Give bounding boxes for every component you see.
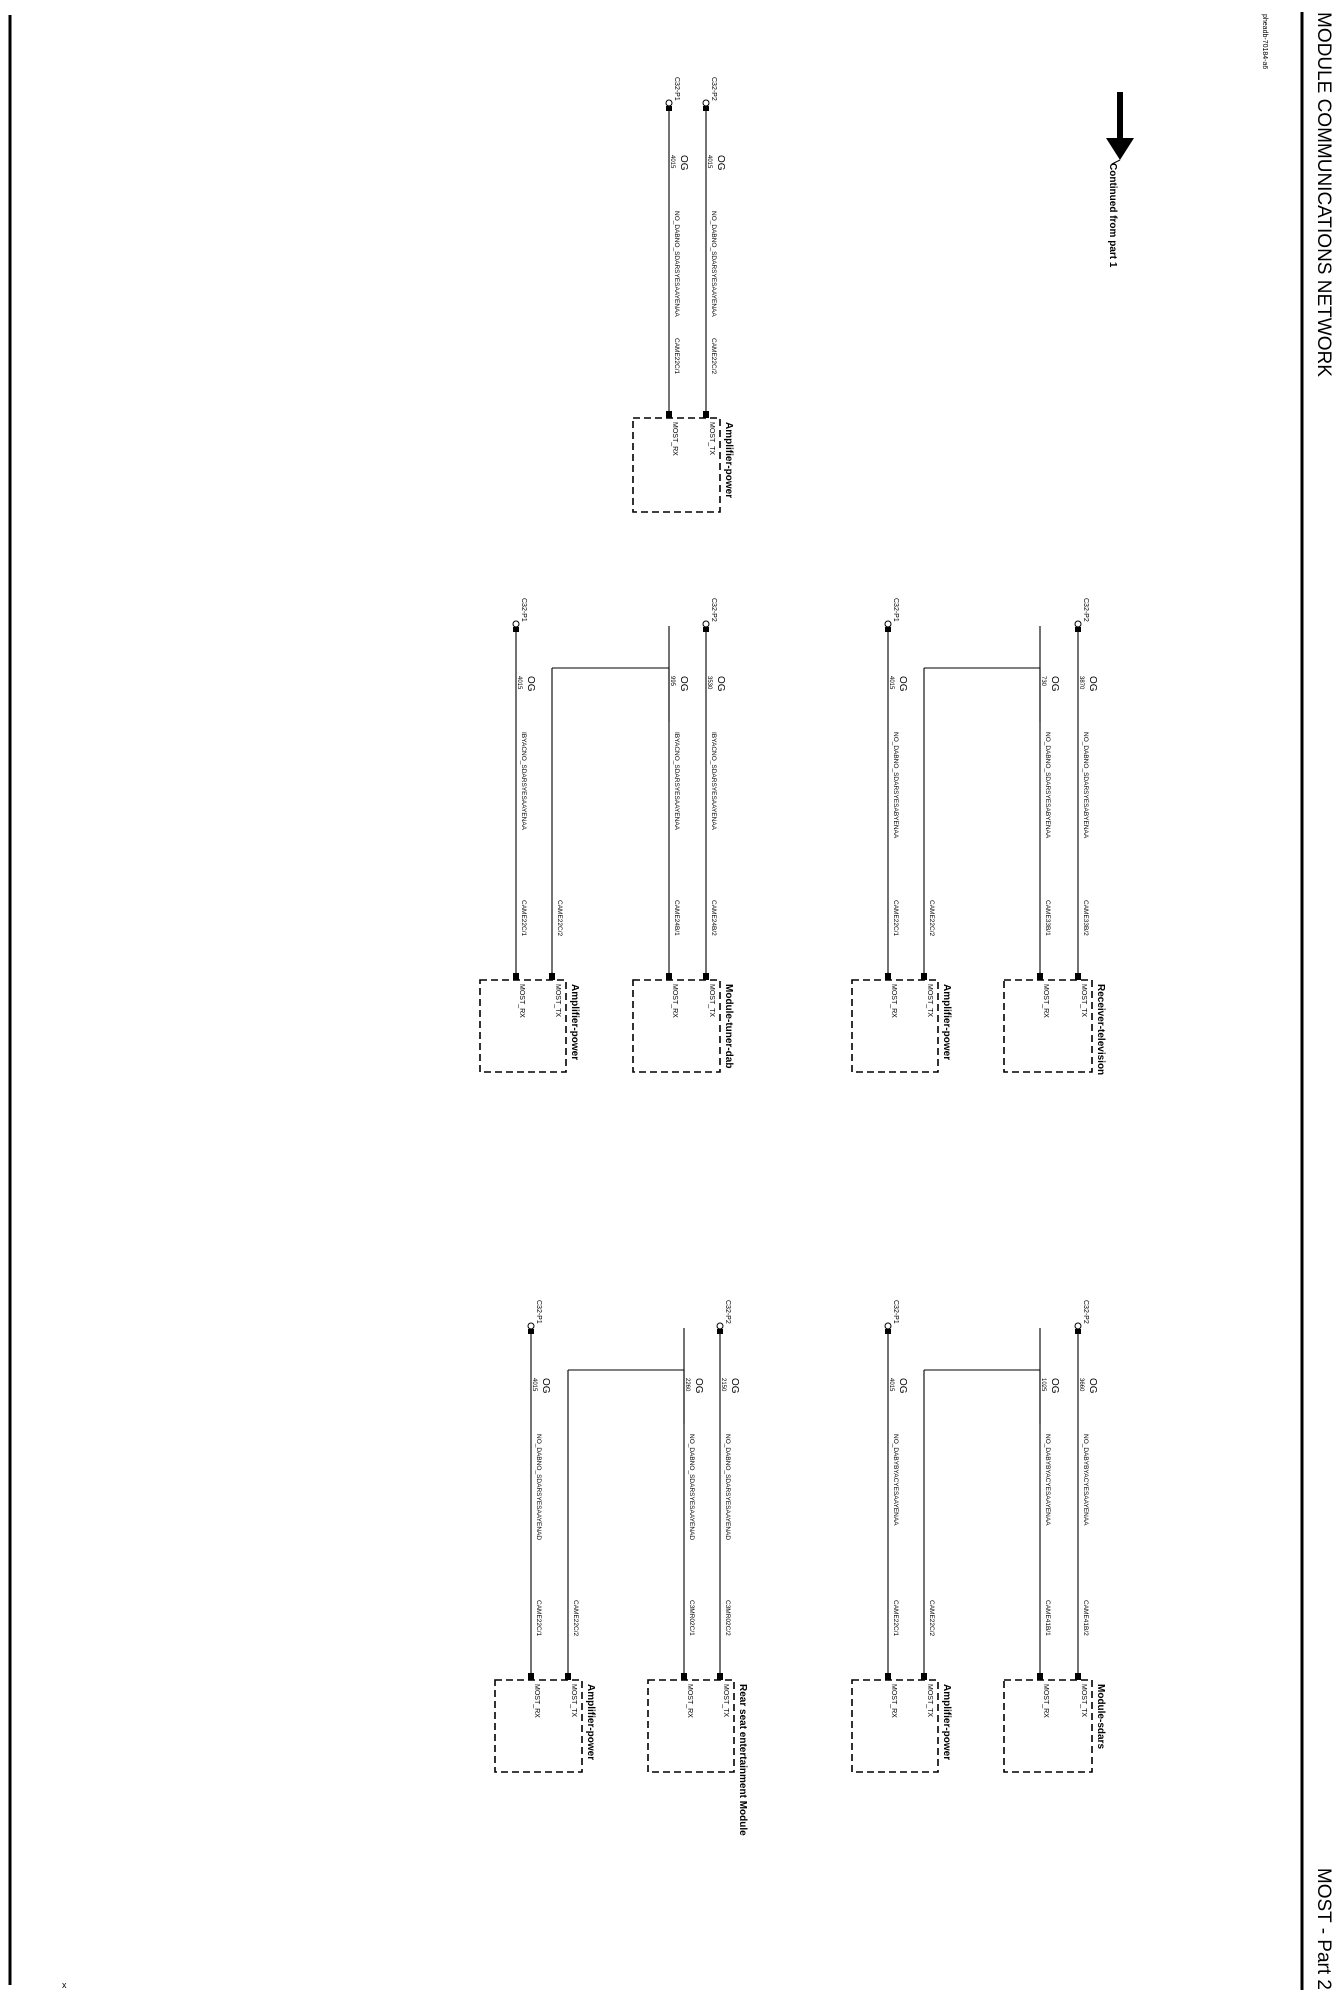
connector-terminal [528, 1329, 534, 1334]
signal-label: MOST_RX [533, 1684, 540, 1718]
circuit-number: 3530 [706, 676, 712, 690]
pin-label: CAME22C/2 [710, 338, 717, 375]
pin-label: CAME22C/1 [535, 1600, 542, 1637]
module-groups [480, 77, 1106, 1836]
signal-label: MOST_TX [708, 422, 715, 456]
pin-terminal [565, 1673, 571, 1680]
circuit-number: 1025 [1040, 1378, 1046, 1392]
signal-label: MOST_TX [722, 1684, 729, 1718]
connector-end [885, 1323, 891, 1329]
wire-option-code: NO_DABNO_SDARSYESAAYENAD [724, 1434, 731, 1541]
connector-terminal [885, 1329, 891, 1334]
pin-label: CAME41B/1 [1044, 1600, 1051, 1636]
signal-label: MOST_TX [926, 1684, 933, 1718]
wire-color-label: OG [678, 676, 689, 692]
signal-label: MOST_RX [671, 422, 678, 456]
connector-terminal [717, 1329, 723, 1334]
document-id: pheadb-70184-a6 [1261, 14, 1268, 70]
pin-terminal [885, 973, 891, 980]
circuit-number: 3660 [1078, 1378, 1084, 1392]
wire-option-code: NO_DABYBYACYESAAYENAA [1044, 1434, 1051, 1526]
connector-label: C32-P1 [520, 598, 527, 622]
continued-label: Continued from part 1 [1107, 163, 1118, 268]
signal-label: MOST_RX [671, 984, 678, 1018]
pin-label: CAME24B/2 [710, 900, 717, 936]
wire-color-label: OG [693, 1378, 704, 1394]
pin-label: CAME33B/1 [1044, 900, 1051, 936]
connector-end [717, 1323, 723, 1329]
corner-mark: x [62, 1980, 67, 1990]
continued-arrow-icon [1106, 92, 1134, 164]
circuit-number: 3870 [1078, 676, 1084, 690]
module-name: Amplifier-power [941, 984, 952, 1061]
wire-option-code: NO_DABYBYACYESAAYENAA [892, 1434, 899, 1526]
wire-option-code: NO_DABNO_SDARSYESAAYENAD [688, 1434, 695, 1541]
module-name: Rear seat entertainment Module [737, 1684, 748, 1836]
pin-terminal [717, 1673, 723, 1680]
connector-terminal [1075, 1329, 1081, 1334]
module-name: Module-tuner-dab [723, 984, 734, 1069]
circuit-number: 2150 [720, 1378, 726, 1392]
circuit-number: 4015 [531, 1378, 537, 1392]
circuit-number: 995 [669, 676, 675, 687]
pin-label: CAME22C/2 [928, 1600, 935, 1637]
circuit-number: 4015 [706, 155, 712, 169]
connector-label: C32-P1 [892, 598, 899, 622]
pin-label: CAME22C/1 [520, 900, 527, 937]
pin-terminal [681, 1673, 687, 1680]
wire-color-label: OG [1087, 1378, 1098, 1394]
page-title: MODULE COMMUNICATIONS NETWORK [1313, 12, 1334, 377]
pin-label: CAME41B/2 [1082, 1600, 1089, 1636]
signal-label: MOST_TX [570, 1684, 577, 1718]
wire-color-label: OG [525, 676, 536, 692]
pin-label: CAME22C/2 [556, 900, 563, 937]
signal-label: MOST_TX [554, 984, 561, 1018]
pin-label: CAME22C/2 [928, 900, 935, 937]
connector-label: C32-P1 [673, 77, 680, 101]
pin-label: CAME22C/1 [892, 1600, 899, 1637]
pin-terminal [666, 973, 672, 980]
pin-terminal [528, 1673, 534, 1680]
connector-label: C32-P2 [710, 598, 717, 622]
connector-end [666, 100, 672, 106]
circuit-number: 4015 [888, 676, 894, 690]
pin-label: C3MR02C/2 [724, 1600, 731, 1636]
connector-end [1075, 1323, 1081, 1329]
pin-terminal [921, 1673, 927, 1680]
module-name: Amplifier-power [585, 1684, 596, 1761]
connector-end [513, 621, 519, 627]
signal-label: MOST_TX [1080, 1684, 1087, 1718]
connector-end [1075, 621, 1081, 627]
wire-color-label: OG [897, 1378, 908, 1394]
wire-option-code: NO_DABNO_SDARSYESABYENAA [1044, 732, 1051, 839]
signal-label: MOST_TX [708, 984, 715, 1018]
pin-label: CAME22C/2 [572, 1600, 579, 1637]
wire-color-label: OG [1049, 676, 1060, 692]
wire-option-code: NO_DABYBYACYESAAYENAA [1082, 1434, 1089, 1526]
wire-color-label: OG [897, 676, 908, 692]
connector-end [528, 1323, 534, 1329]
wire-option-code: NO_DABNO_SDARSYESAAYENAD [535, 1434, 542, 1541]
signal-label: MOST_RX [1042, 984, 1049, 1018]
signal-label: MOST_RX [518, 984, 525, 1018]
wire-option-code: NO_DABNO_SDARSYESABYENAA [892, 732, 899, 839]
pin-terminal [1037, 973, 1043, 980]
circuit-number: 2260 [684, 1378, 690, 1392]
pin-label: CAME24B/1 [673, 900, 680, 936]
pin-label: C3MR02C/1 [688, 1600, 695, 1636]
connector-end [885, 621, 891, 627]
wire-color-label: OG [540, 1378, 551, 1394]
connector-end [703, 100, 709, 106]
module-name: Amplifier-power [723, 422, 734, 499]
pin-terminal [513, 973, 519, 980]
pin-label: CAME33B/2 [1082, 900, 1089, 936]
signal-label: MOST_RX [1042, 1684, 1049, 1718]
connector-label: C32-P2 [724, 1300, 731, 1324]
circuit-number: 4015 [516, 676, 522, 690]
signal-label: MOST_RX [890, 984, 897, 1018]
connector-terminal [666, 106, 672, 111]
pin-terminal [666, 411, 672, 418]
wire-option-code: IBYACNO_SDARSYESAAYENAA [673, 732, 680, 831]
wire-option-code: NO_DABNO_SDARSYESAAYENAA [710, 211, 717, 317]
pin-terminal [1075, 1673, 1081, 1680]
connector-terminal [703, 106, 709, 111]
signal-label: MOST_TX [926, 984, 933, 1018]
signal-label: MOST_TX [1080, 984, 1087, 1018]
pin-label: CAME22C/1 [673, 338, 680, 375]
wire-color-label: OG [678, 155, 689, 171]
connector-label: C32-P2 [1082, 1300, 1089, 1324]
pin-terminal [885, 1673, 891, 1680]
wire-color-label: OG [715, 155, 726, 171]
module-name: Module-sdars [1095, 1684, 1106, 1750]
wire-color-label: OG [729, 1378, 740, 1394]
wire-color-label: OG [715, 676, 726, 692]
wire-option-code: NO_DABNO_SDARSYESABYENAA [1082, 732, 1089, 839]
module-name: Amplifier-power [569, 984, 580, 1061]
connector-label: C32-P1 [892, 1300, 899, 1324]
connector-label: C32-P2 [710, 77, 717, 101]
connector-label: C32-P2 [1082, 598, 1089, 622]
module-name: Amplifier-power [941, 1684, 952, 1761]
connector-terminal [1075, 627, 1081, 632]
signal-label: MOST_RX [686, 1684, 693, 1718]
pin-terminal [1037, 1673, 1043, 1680]
circuit-number: 4015 [888, 1378, 894, 1392]
pin-terminal [549, 973, 555, 980]
pin-terminal [921, 973, 927, 980]
wire-color-label: OG [1049, 1378, 1060, 1394]
connector-end [703, 621, 709, 627]
connector-terminal [513, 627, 519, 632]
connector-terminal [885, 627, 891, 632]
circuit-number: 4015 [669, 155, 675, 169]
wire-option-code: NO_DABNO_SDARSYESAAYENAA [673, 211, 680, 317]
signal-label: MOST_RX [890, 1684, 897, 1718]
module-name: Receiver-television [1095, 984, 1106, 1076]
pin-terminal [703, 973, 709, 980]
connector-label: C32-P1 [535, 1300, 542, 1324]
page-subtitle: MOST - Part 2 [1313, 1867, 1334, 1990]
wire-option-code: IBYACNO_SDARSYESAAYENAA [520, 732, 527, 831]
connector-terminal [703, 627, 709, 632]
wire-color-label: OG [1087, 676, 1098, 692]
pin-terminal [703, 411, 709, 418]
wire-option-code: IBYACNO_SDARSYESAAYENAA [710, 732, 717, 831]
pin-terminal [1075, 973, 1081, 980]
pin-label: CAME22C/1 [892, 900, 899, 937]
circuit-number: 730 [1040, 676, 1046, 687]
